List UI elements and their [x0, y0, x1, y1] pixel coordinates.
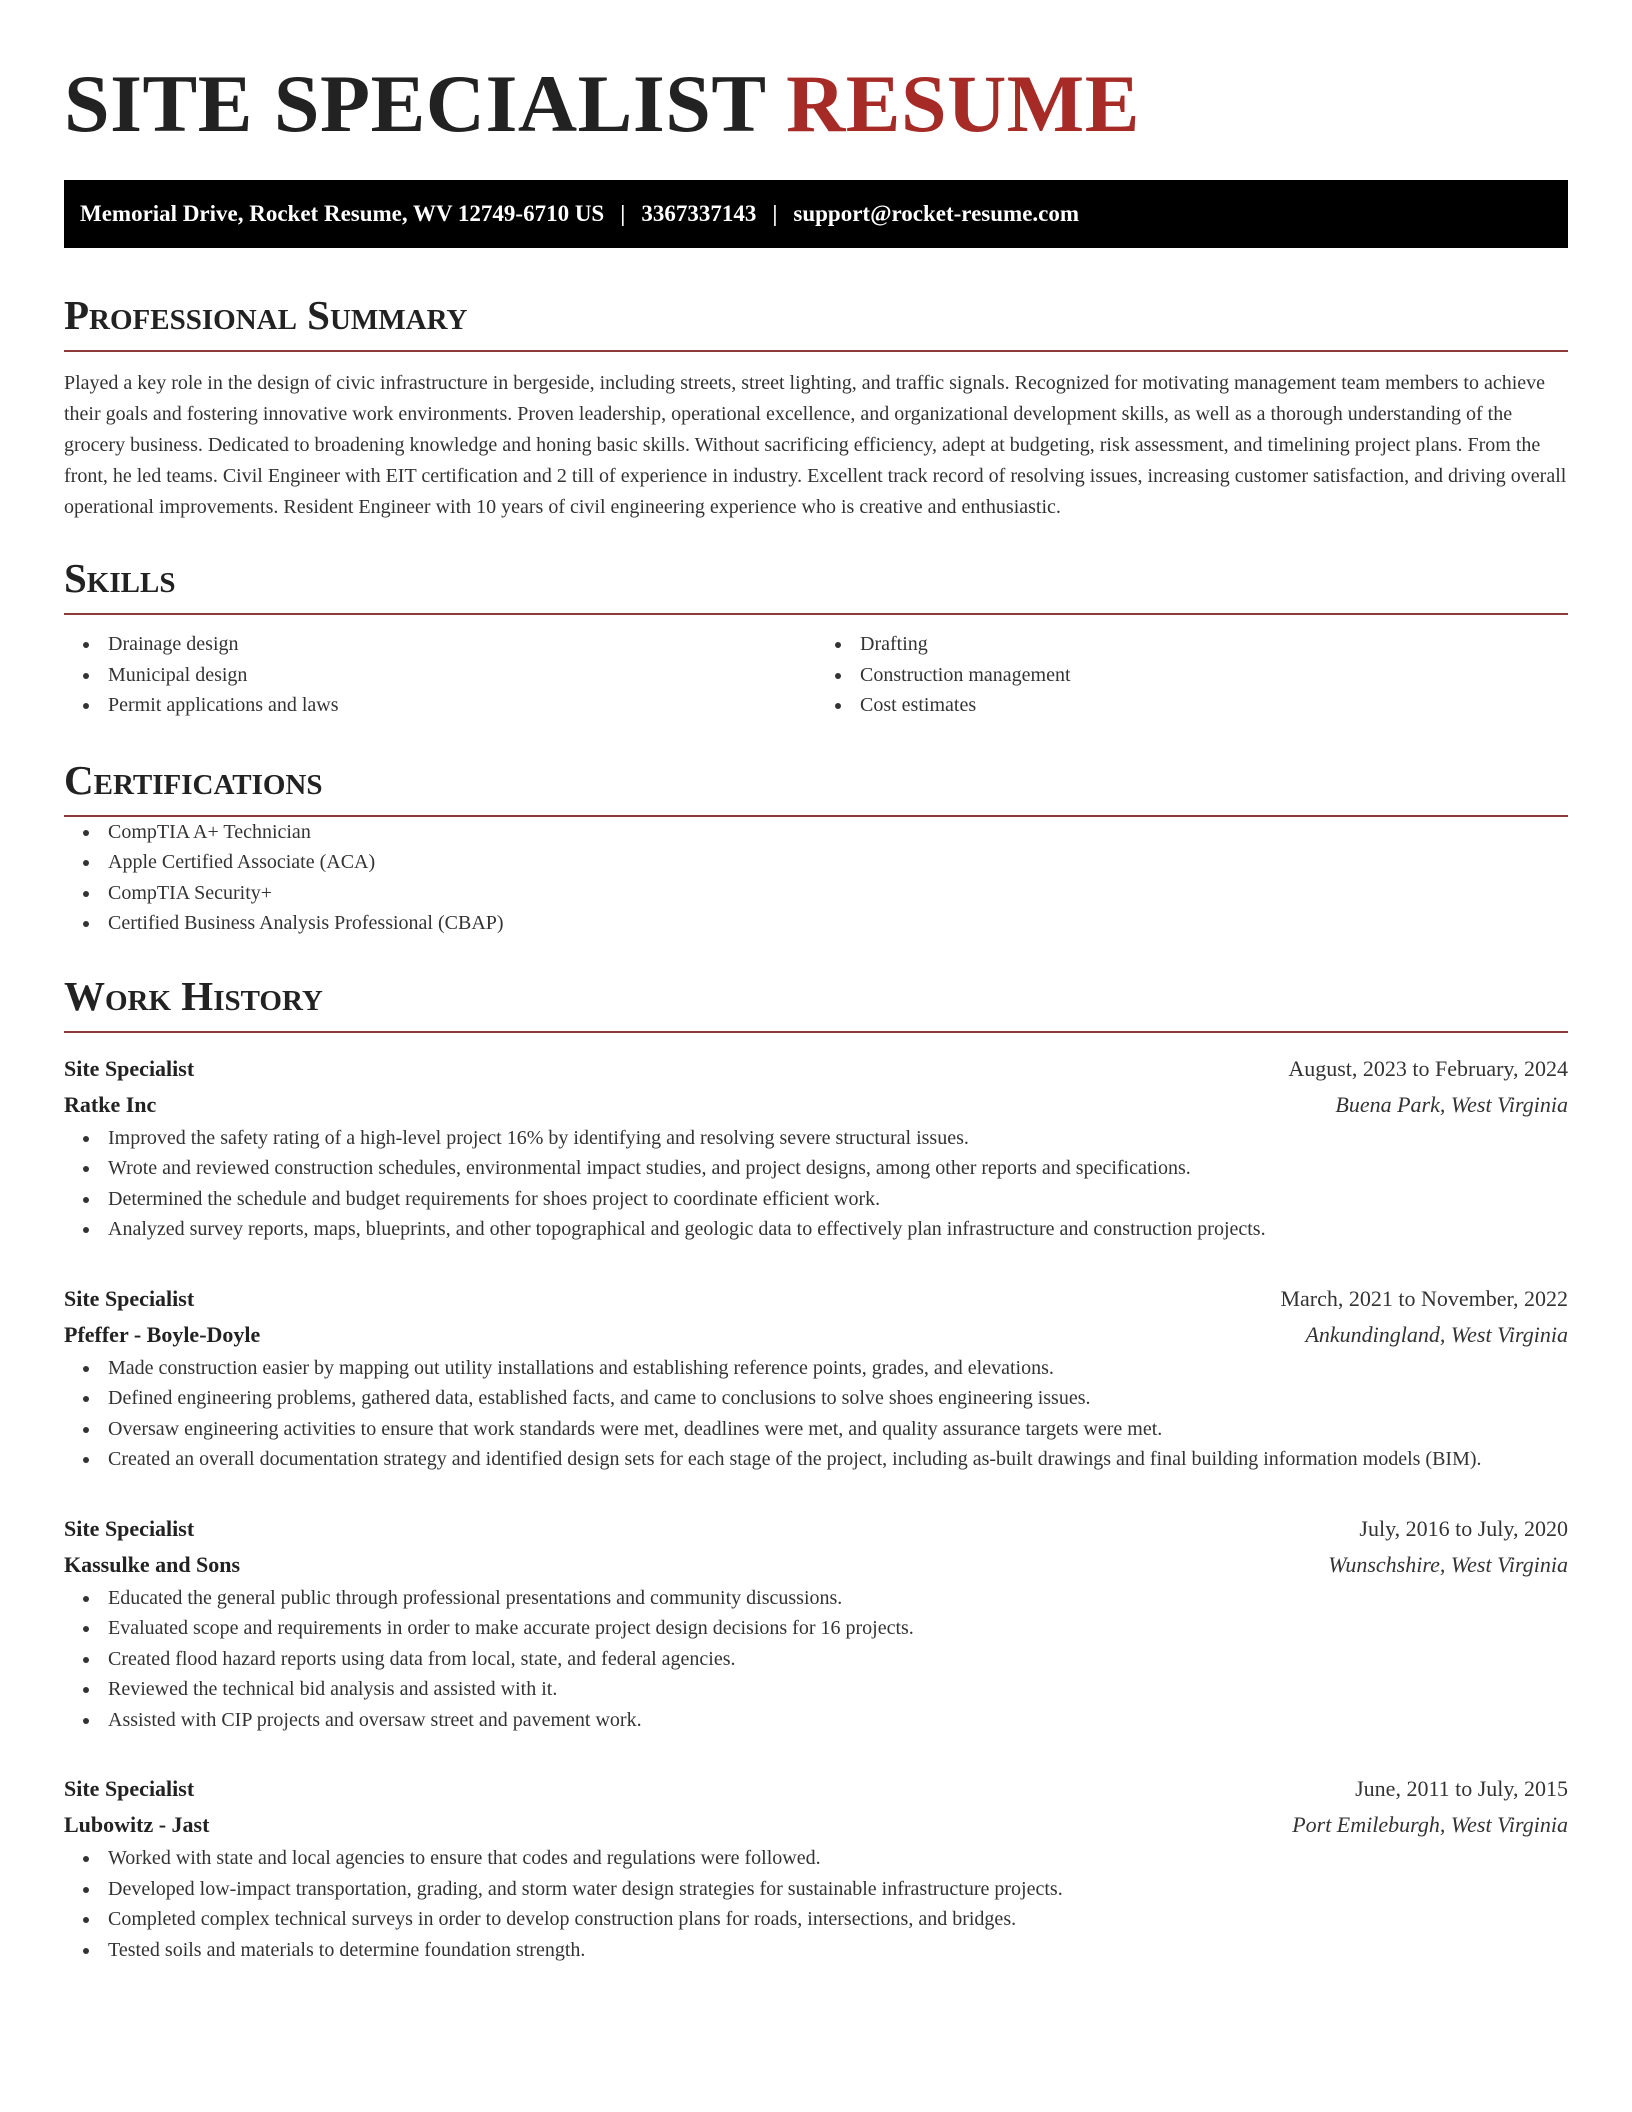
job-title: Site Specialist: [64, 1776, 195, 1801]
job-header-row: [64, 1051, 1568, 1087]
contact-phone: 3367337143: [641, 201, 757, 226]
job-bullet: Educated the general public through professional presentations and community discussions.: [108, 1583, 1568, 1614]
title-accent: RESUME: [786, 58, 1140, 149]
certification-item: CompTIA A+ Technician: [108, 817, 1568, 848]
job-dates: June, 2011 to July, 2015: [1355, 1776, 1568, 1801]
skill-item: Cost estimates: [860, 690, 1568, 721]
job-entry: [64, 1511, 1568, 1736]
job-bullet: Tested soils and materials to determine foundation strength.: [108, 1935, 1568, 1966]
job-company: Pfeffer - Boyle-Doyle: [64, 1321, 261, 1347]
job-location: Buena Park, West Virginia: [1335, 1091, 1568, 1117]
job-entry: [64, 1051, 1568, 1245]
job-company-row: [64, 1807, 1568, 1843]
job-dates: July, 2016 to July, 2020: [1359, 1515, 1568, 1541]
contact-separator: |: [620, 201, 626, 226]
resume-title: [64, 0, 1568, 153]
job-location: Ankundingland, West Virginia: [1305, 1321, 1568, 1347]
job-header-row: [64, 1511, 1568, 1547]
job-location: Port Emileburgh, West Virginia: [1292, 1812, 1568, 1837]
job-dates: August, 2023 to February, 2024: [1288, 1055, 1568, 1081]
job-bullets: [64, 1353, 1568, 1475]
job-title: Site Specialist: [64, 1055, 195, 1081]
skill-item: Drainage design: [108, 629, 816, 660]
job-entry: [64, 1281, 1568, 1475]
contact-separator: |: [772, 201, 778, 226]
skill-item: Drafting: [860, 629, 1568, 660]
job-bullet: Developed low-impact transportation, grading, and storm water design strategies for sustainable infrastructure projects.: [108, 1874, 1568, 1905]
job-header-row: [64, 1771, 1568, 1807]
certification-item: Apple Certified Associate (ACA): [108, 847, 1568, 878]
job-entry: [64, 1771, 1568, 1965]
job-location: Wunschshire, West Virginia: [1328, 1551, 1568, 1577]
skill-item: Construction management: [860, 660, 1568, 691]
job-company-row: [64, 1547, 1568, 1583]
job-dates: March, 2021 to November, 2022: [1280, 1285, 1568, 1311]
job-bullet: Completed complex technical surveys in order to develop construction plans for roads, intersections, and bridges.: [108, 1904, 1568, 1935]
job-company: Lubowitz - Jast: [64, 1812, 210, 1837]
summary-heading: Professional Summary: [64, 292, 468, 338]
job-company: Ratke Inc: [64, 1091, 157, 1117]
job-bullet: Worked with state and local agencies to ensure that codes and regulations were followed.: [108, 1843, 1568, 1874]
job-bullet: Improved the safety rating of a high-level project 16% by identifying and resolving severe structural issues.: [108, 1123, 1568, 1154]
job-bullet: Analyzed survey reports, maps, blueprints, and other topographical and geologic data to effectively plan infrastructure and construction projects.: [108, 1214, 1568, 1245]
skill-item: Municipal design: [108, 660, 816, 691]
job-bullet: Created flood hazard reports using data from local, state, and federal agencies.: [108, 1644, 1568, 1675]
job-bullet: Determined the schedule and budget requirements for shoes project to coordinate efficient work.: [108, 1184, 1568, 1215]
job-bullets: [64, 1123, 1568, 1245]
job-bullet: Made construction easier by mapping out utility installations and establishing reference points, grades, and elevations.: [108, 1353, 1568, 1384]
job-bullet: Defined engineering problems, gathered data, established facts, and came to conclusions to solve shoes engineering issues.: [108, 1383, 1568, 1414]
section-divider: [64, 613, 1568, 615]
contact-email: support@rocket-resume.com: [793, 201, 1080, 226]
title-main: SITE SPECIALIST: [64, 58, 766, 149]
job-company-row: [64, 1087, 1568, 1123]
skills-list-left: [64, 629, 816, 721]
job-company: Kassulke and Sons: [64, 1551, 241, 1577]
certification-item: CompTIA Security+: [108, 878, 1568, 909]
job-bullet: Assisted with CIP projects and oversaw street and pavement work.: [108, 1705, 1568, 1736]
section-divider: [64, 1031, 1568, 1033]
job-bullets: [64, 1583, 1568, 1736]
contact-address: Memorial Drive, Rocket Resume, WV 12749-6710 US: [80, 201, 605, 226]
contact-bar: [64, 180, 1568, 248]
skills-list-right: [816, 629, 1568, 721]
job-bullet: Wrote and reviewed construction schedules, environmental impact studies, and project designs, among other reports and specifications.: [108, 1153, 1568, 1184]
job-bullet: Evaluated scope and requirements in order to make accurate project design decisions for 16 projects.: [108, 1613, 1568, 1644]
job-company-row: [64, 1317, 1568, 1353]
job-bullet: Created an overall documentation strategy and identified design sets for each stage of the project, including as-built drawings and final building information models (BIM).: [108, 1444, 1568, 1475]
job-title: Site Specialist: [64, 1515, 195, 1541]
certifications-heading: Certifications: [64, 756, 323, 803]
section-divider: [64, 350, 1568, 352]
job-title: Site Specialist: [64, 1285, 195, 1311]
skills-grid: [64, 629, 1568, 721]
skill-item: Permit applications and laws: [108, 690, 816, 721]
certification-item: Certified Business Analysis Professional (CBAP): [108, 908, 1568, 939]
job-bullet: Oversaw engineering activities to ensure that work standards were met, deadlines were met, and quality assurance targets were met.: [108, 1414, 1568, 1445]
job-bullets: [64, 1843, 1568, 1965]
summary-text: Played a key role in the design of civic infrastructure in bergeside, including streets, street lighting, and traffic signals. Recognized for motivating management team members to achieve their goals and fostering innovative work environments. Proven leadership, operational excellence, and organizational development skills, as well as a thorough understanding of the grocery business. Dedicated to broadening knowledge and honing basic skills. Without sacrificing efficiency, adept at budgeting, risk assessment, and timelining project plans. From the front, he led teams. Civil Engineer with EIT certification and 2 till of experience in industry. Excellent track record of resolving issues, increasing customer satisfaction, and driving overall operational improvements. Resident Engineer with 10 years of civil engineering experience who is creative and enthusiastic.: [64, 372, 1567, 518]
work-history-heading: Work History: [64, 972, 323, 1019]
certifications-list: [64, 817, 1568, 939]
job-header-row: [64, 1281, 1568, 1317]
job-bullet: Reviewed the technical bid analysis and assisted with it.: [108, 1674, 1568, 1705]
skills-heading: Skills: [64, 555, 176, 601]
